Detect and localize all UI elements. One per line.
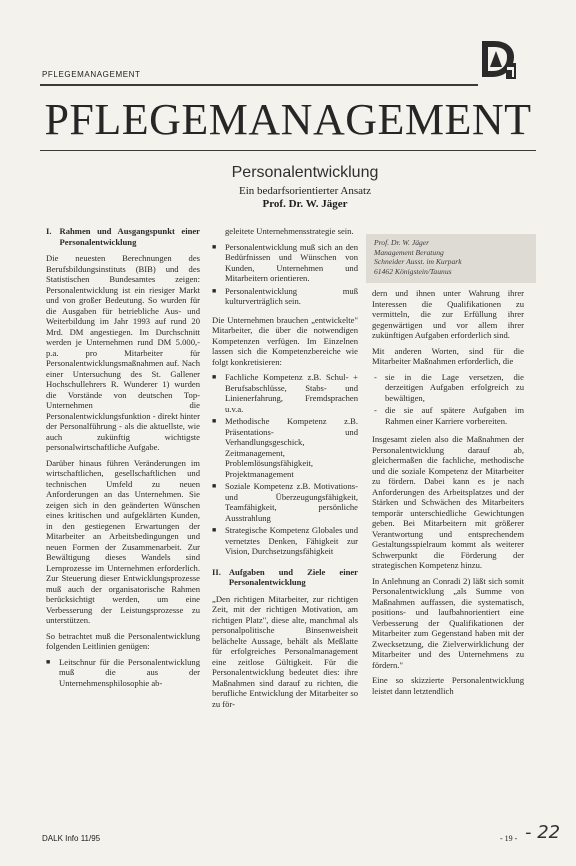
daik-logo-icon xyxy=(476,37,520,83)
contact-line: 61462 Königstein/Taunus xyxy=(374,266,452,276)
article-subtitle: Ein bedarfsorientierter Ansatz xyxy=(239,185,371,197)
section-title: Aufgaben und Ziele einer Personalentwicklung xyxy=(228,566,358,587)
paragraph: geleitete Unternehmensstrategie sein. xyxy=(225,226,354,236)
page-title: PFLEGEMANAGEMENT xyxy=(44,95,532,144)
title-rule xyxy=(40,150,536,151)
list-item: ■ Personalentwicklung muß sich an den Bedürfnissen und Wünschen von Kunden, Unternehmen und Mitarbeitern orientieren. xyxy=(212,242,358,284)
paragraph: In Anlehnung an Conradi 2) läßt sich somit Personalentwicklung „als Summe von Maßnahmen auffassen, die systematisch, positions- und laufbahnorientiert eine Verbesserung der Qualifikationen der Mitarbeiter zum Gegenstand haben mit der Zwecksetzung, die Zielverwirklichung der Mitarbeiter und des Unternehmens zu fördern." xyxy=(372,575,524,670)
list-item: ■ Soziale Kompetenz z.B. Motivations- und Überzeugungsfähigkeit, Teamfähigkeit, persönliche Ausstrahlung xyxy=(212,481,358,523)
running-head: PFLEGEMANAGEMENT xyxy=(42,70,141,79)
contact-line: Management Beratung xyxy=(374,247,444,257)
handwritten-page-number: - 22 xyxy=(525,822,561,843)
column-3 xyxy=(372,288,524,701)
guideline-list xyxy=(212,242,358,307)
column-2 xyxy=(212,226,358,714)
paragraph: Darüber hinaus führen Veränderungen im wirtschaftlichen, gesellschaftlichen und technischen Umfeld zu neuen Anforderungen an das Unternehmen. Sie zeigen sich in den geänderten Wünschen eines kritischen und aufgeklärten Kunden, in den gestiegenen Erwartungen der Mitarbeiter an Arbeitsbedingungen und neuen Formen der Zusammenarbeit. Zur Bewältigung dieses Wandels sind Lernprozesse im Unternehmen erforderlich. Zur Steuerung dieser Entwicklungsprozesse muß auch der organisatorische Rahmen berücksichtigt werden, um eine Verbesserung der Leistungsprozesse zu unterstützen. xyxy=(46,457,200,625)
contact-line: Schneider Ausst. im Kurpark xyxy=(374,257,462,266)
section-number: II. xyxy=(212,566,221,577)
list-item: ■ Strategische Kompetenz Globales und vernetztes Denken, Fähigkeit zur Vision, Durchsetzungsfähigkeit xyxy=(212,525,358,557)
paragraph: Eine so skizzierte Personalentwicklung leistet dann letztendlich xyxy=(372,675,524,696)
article-author: Prof. Dr. W. Jäger xyxy=(262,198,348,210)
header-rule xyxy=(40,84,478,86)
paragraph: dern und ihnen unter Wahrung ihrer Interessen die Qualifikationen zu vermitteln, die zur Erfüllung ihrer gegenwärtigen und vor allem ihrer zukünftigen Aufgaben erforderlich sind. xyxy=(372,288,524,340)
section-number: I. xyxy=(46,226,52,236)
article-header xyxy=(195,164,415,210)
paragraph: Die Unternehmen brauchen „entwickelte" Mitarbeiter, die über die notwendigen Kompetenzen verfügen. Im Einzelnen lassen sich die Kompetenzbereiche wie folgt konkretisieren: xyxy=(212,314,358,367)
section-heading-2 xyxy=(212,567,358,588)
paragraph: „Den richtigen Mitarbeiter, zur richtigen Zeit, mit der richtigen Motivation, am richtigen Platz", diese alte, manchmal als personalpolitische Binsenweisheit belächelte Aussage, behält als Meßlatte für erfolgreiches Personalmanagement eine zeitlose Gültigkeit. Für die Personalentwicklung bedeutet dies: ihre Maßnahmen sind darauf zu richten, die berufliche Entwicklung der Mitarbeiter so zu för- xyxy=(212,593,358,709)
paragraph: Mit anderen Worten, sind für die Mitarbeiter Maßnahmen erforderlich, die xyxy=(372,345,524,366)
footer-source: DALK Info 11/95 xyxy=(42,834,101,843)
paragraph: Insgesamt zielen also die Maßnahmen der Personalentwicklung darauf ab, gleichermaßen die fachliche, methodische und die soziale Kompetenz der Mitarbeiter zu fördern. Dabei kann es je nach Anforderungen des Arbeitsplatzes und der Stärken und Schwächen des Mitarbeiters temporär unterschiedliche Gewichtungen geben. Bei Mitarbeitern mit größerer Verantwortung und entsprechendem Gestaltungsspielraum kommt als weiterer Schwerpunkt die Förderung der strategischen Kompetenz hinzu. xyxy=(372,434,524,570)
list-item: ■ Methodische Kompetenz z.B. Präsentations- und Verhandlungsgeschick, Zeitmanagement, Problemlösungsfähigkeit, Projektmanagement xyxy=(212,416,358,479)
guideline-list xyxy=(46,657,200,689)
article-title: Personalentwicklung xyxy=(231,164,379,181)
list-item: ■ Leitschnur für die Personalentwicklung muß die aus der Unternehmensphilosophie ab- xyxy=(46,657,200,689)
list-item: ■ Fachliche Kompetenz z.B. Schul- + Berufsabschlüsse, Stabs- und Linienerfahrung, Fremdsprachen u.v.a. xyxy=(212,372,358,414)
page-number: - 19 - xyxy=(500,834,518,843)
list-item: ■ Personalentwicklung muß kulturverträglich sein. xyxy=(212,286,358,307)
paragraph: So betrachtet muß die Personalentwicklung folgenden Leitlinien genügen: xyxy=(46,630,200,651)
list-item: - die sie auf spätere Aufgaben im Rahmen einer Karriere vorbereiten. xyxy=(372,405,524,426)
task-list xyxy=(372,372,524,427)
contact-line: Prof. Dr. W. Jäger xyxy=(374,238,430,247)
paragraph: Die neuesten Berechnungen des Berufsbildungsinstituts (BIB) und des Statistischen Bundesamtes zeigen: Personalentwicklung ist ein riesiger Markt und von großer Bedeutung. So wurden für die Ausgaben für betriebliche Aus- und Weiterbildung im Jahr 1993 auf rund 20 Mrd. DM angestiegen. Im Durchschnitt werden je Unternehmen rund DM 5.000,- p.a. pro Mitarbeiter für Personalentwicklungsmaßnahmen auf. Nach einer Untersuchung des St. Gallener Hochschullehrers R. Wunderer 1) wurden die Vorstände von deutschen Top-Unternehmen die Personalentwicklungsfunktion - direkt hinter der Personalführung - als die aktuellste, wie auch zukünftig wichtigste personalwirtschaftliche Aufgabe. xyxy=(46,253,200,452)
column-1 xyxy=(46,226,200,693)
section-heading-1 xyxy=(46,226,200,247)
section-title: Rahmen und Ausgangspunkt einer Personalentwicklung xyxy=(59,226,200,247)
author-contact-box xyxy=(366,234,536,283)
competency-list xyxy=(212,372,358,557)
list-item: - sie in die Lage versetzen, die derzeitigen Aufgaben erfolgreich zu bewältigen, xyxy=(372,372,524,404)
